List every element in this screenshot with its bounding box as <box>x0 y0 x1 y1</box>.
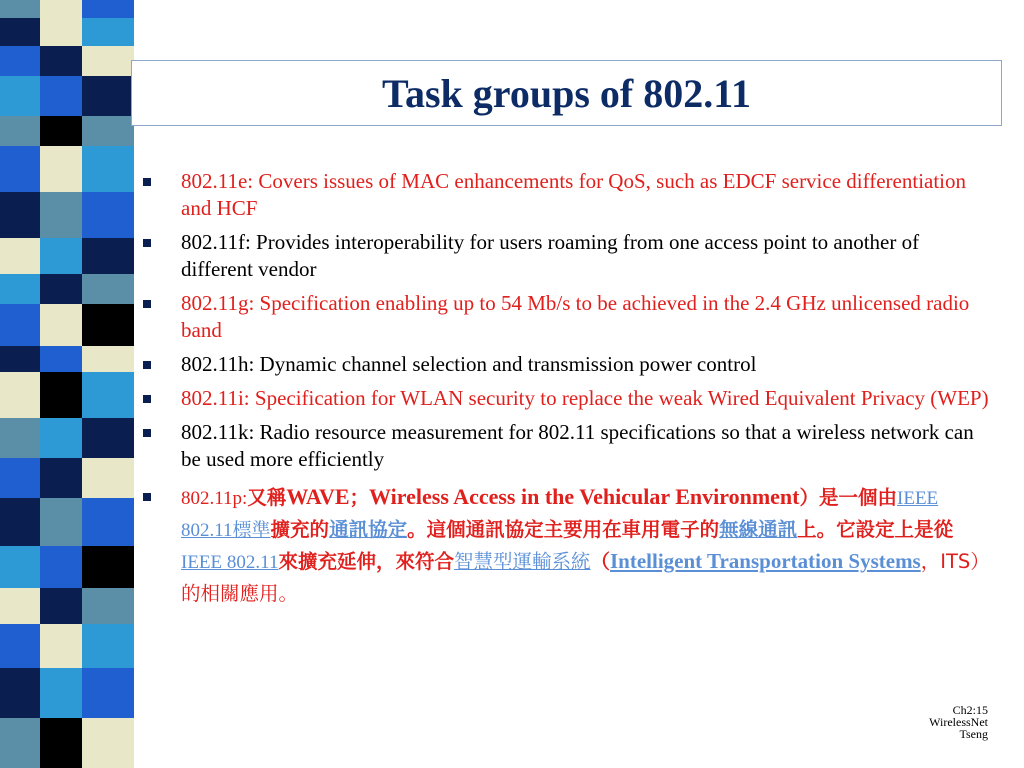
p-also-called: 又稱 <box>247 486 287 509</box>
p-text-1: ）是一個由 <box>799 486 898 509</box>
link-protocol[interactable]: 通訊協定 <box>329 518 408 541</box>
footer-course: WirelessNet <box>929 715 988 729</box>
p-text-6: （ <box>590 550 610 573</box>
square-bullet-icon <box>143 395 151 403</box>
bullet-item <box>143 419 993 473</box>
p-wave-full: Wireless Access in the Vehicular Environment <box>369 484 800 509</box>
p-semicolon: ； <box>349 486 370 509</box>
square-bullet-icon <box>143 239 151 247</box>
bullet-item-80211p <box>143 481 993 609</box>
p-text-3: 。這個通訊協定主要用在車用電子的 <box>407 518 720 541</box>
link-intelligent-transportation-systems[interactable]: Intelligent Transportation Systems <box>610 549 921 573</box>
decorative-side-strip <box>0 0 136 768</box>
bullet-text: 802.11k: Radio resource measurement for 802.11 specifications so that a wireless network can be used more efficiently <box>181 420 974 471</box>
link-intelligent-transportation-system-zh[interactable]: 智慧型運輸系統 <box>453 550 591 573</box>
p-prefix: 802.11p: <box>181 488 248 509</box>
link-wireless-communication[interactable]: 無線通訊 <box>719 518 798 541</box>
square-bullet-icon <box>143 429 151 437</box>
slide-footer <box>929 704 988 740</box>
square-bullet-icon <box>143 493 151 501</box>
square-bullet-icon <box>143 300 151 308</box>
bullet-item <box>143 229 993 283</box>
square-bullet-icon <box>143 178 151 186</box>
p-text-2: 擴充的 <box>270 518 330 541</box>
bullet-item <box>143 168 993 222</box>
bullet-item <box>143 290 993 344</box>
p-text-7: ，ITS）的相關應用。 <box>181 550 990 605</box>
link-ieee-80211[interactable]: IEEE 802.11 <box>181 552 279 573</box>
square-bullet-icon <box>143 361 151 369</box>
title-frame <box>131 60 1002 126</box>
p-text-4: 上。它設定上是從 <box>797 518 954 541</box>
bullet-text: 802.11i: Specification for WLAN security to replace the weak Wired Equivalent Privacy (WEP) <box>181 386 989 410</box>
bullet-text: 802.11h: Dynamic channel selection and transmission power control <box>181 352 757 376</box>
footer-page: Ch2:15 <box>952 703 988 717</box>
bullet-item <box>143 385 993 412</box>
bullet-list <box>143 168 993 616</box>
bullet-text: 802.11f: Provides interoperability for users roaming from one access point to another of different vendor <box>181 230 920 281</box>
bullet-text: 802.11g: Specification enabling up to 54 Mb/s to be achieved in the 2.4 GHz unlicensed radio band <box>181 291 970 342</box>
bullet-item <box>143 351 993 378</box>
slide-title: Task groups of 802.11 <box>381 70 752 116</box>
footer-author: Tseng <box>959 727 988 741</box>
p-wave: WAVE <box>286 484 350 509</box>
p-text-5: 來擴充延伸，來符合 <box>278 550 454 573</box>
link-ieee-80211-standard[interactable]: IEEE 802.11標準 <box>181 488 939 541</box>
bullet-text: 802.11e: Covers issues of MAC enhancements for QoS, such as EDCF service differentiation and HCF <box>181 169 967 220</box>
